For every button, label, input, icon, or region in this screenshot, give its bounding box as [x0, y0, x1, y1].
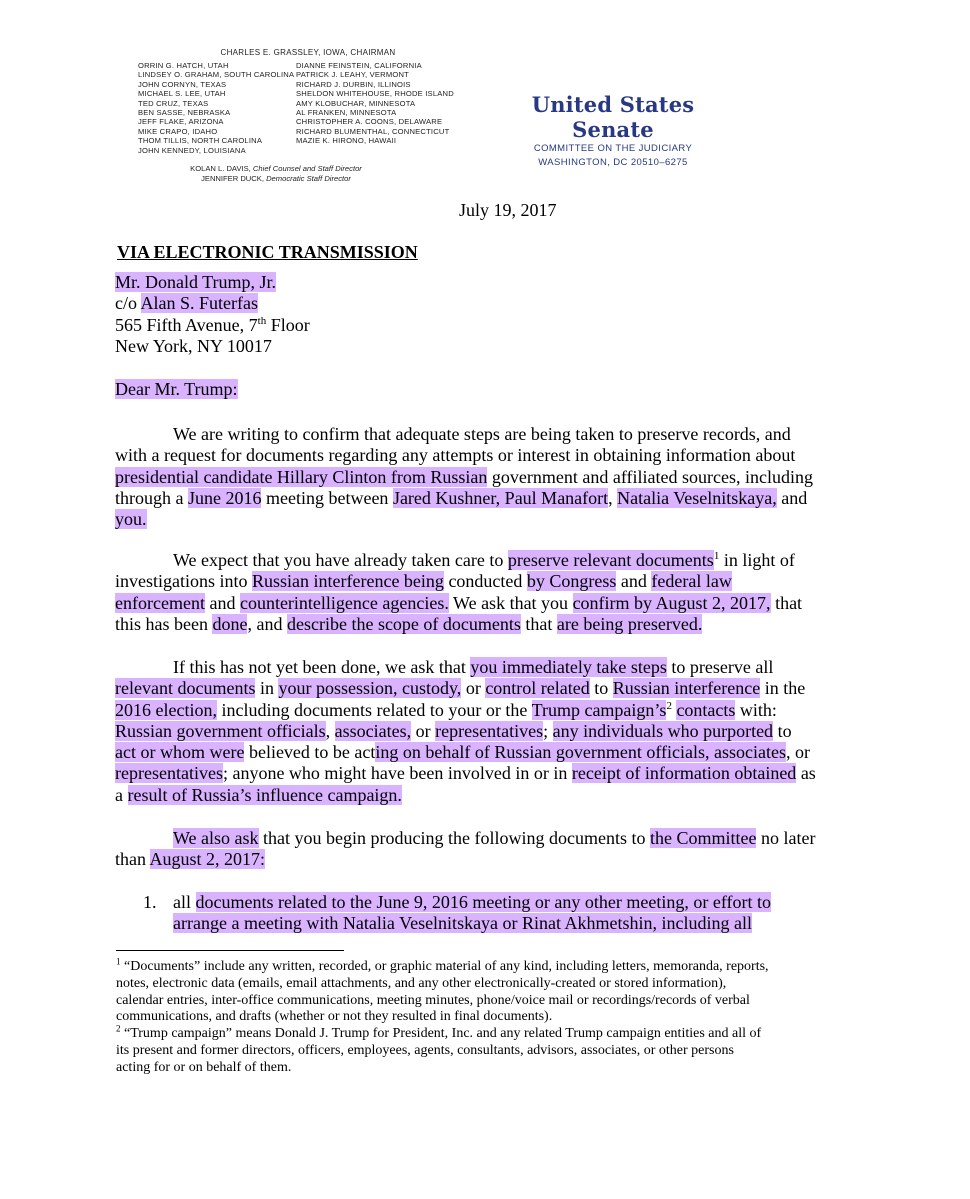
footnote-line: calendar entries, inter-office communications, meeting minutes, phone/voice mail or recordings/records of verbal — [116, 992, 750, 1008]
staff-name: KOLAN L. DAVIS, — [190, 164, 251, 173]
footnote-2: $^2$ “Trump campaign” means Donald J. Trump for President, Inc. and any related Trump campaign entities and all of — [116, 1023, 762, 1042]
senate-title: United States Senate — [531, 92, 695, 142]
counsel-name: Alan S. Futerfas — [140, 293, 258, 314]
city-line: New York, NY 10017 — [115, 335, 272, 356]
member-name: TED CRUZ, TEXAS — [138, 98, 209, 108]
staff-title: Democratic Staff Director — [266, 173, 351, 183]
member-name: SHELDON WHITEHOUSE, RHODE ISLAND — [296, 89, 454, 99]
member-name: AL FRANKEN, MINNESOTA — [296, 108, 397, 118]
member-name: LINDSEY O. GRAHAM, SOUTH CAROLINA — [138, 70, 295, 80]
member-name: AMY KLOBUCHAR, MINNESOTA — [296, 98, 416, 108]
care-of: c/o — [115, 293, 141, 314]
member-name: JEFF FLAKE, ARIZONA — [138, 117, 224, 127]
member-name: ORRIN G. HATCH, UTAH — [138, 61, 229, 70]
paragraph-4: We also ask that you begin producing the following documents to the Committee no later than August 2, 2017: — [115, 828, 816, 870]
footnote-line: its present and former directors, officers, employees, agents, consultants, advisors, associates, or other persons — [116, 1042, 734, 1058]
footnote-1: $^1$ “Documents” include any written, recorded, or graphic material of any kind, including letters, memoranda, reports, — [116, 956, 769, 974]
footnote-line: notes, electronic data (emails, email attachments, and any other electronically-created or stored information), — [116, 975, 727, 991]
letterhead — [118, 48, 708, 196]
member-name: THOM TILLIS, NORTH CAROLINA — [138, 136, 263, 146]
majority-members — [138, 61, 294, 155]
paragraph-1: We are writing to confirm that adequate steps are being taken to preserve records, and with a request for documents regarding any attempts or interest in obtaining information about presidential candidate Hillary Clinton from Russian government and affiliated sources, including through a June 2016 meeting between Jared Kushner, Paul Manafort, Natalia Veselnitskaya, and you. — [115, 424, 875, 530]
member-name: BEN SASSE, NEBRASKA — [138, 108, 231, 118]
member-name: RICHARD J. DURBIN, ILLINOIS — [296, 79, 411, 89]
street-line: 565 Fifth Avenue, 7th Floor — [115, 314, 310, 335]
text-line: We are writing to confirm that adequate steps are being taken to preserve records, and — [173, 424, 791, 444]
member-name: RICHARD BLUMENTHAL, CONNECTICUT — [296, 126, 450, 136]
staff-title: Chief Counsel and Staff Director — [252, 164, 362, 173]
paragraph-2: We expect that you have already taken care to preserve relevant documents$^1$ in light of investigations into Russian interference being conducted by Congress and federal law enforcement and counterintelligence agencies. We ask that you confirm by August 2, 2017, that this has been done, and describe the scope of documents that are being preserved. — [115, 550, 803, 634]
member-name: JOHN CORNYN, TEXAS — [138, 79, 227, 89]
footnote-ref: 2 — [666, 699, 672, 712]
salutation — [115, 379, 875, 400]
staff-directors — [176, 164, 376, 183]
footnote-ref: 1 — [713, 550, 720, 562]
footnote-divider — [116, 950, 344, 951]
item-number: 1. — [143, 892, 157, 912]
member-name: JOHN KENNEDY, LOUISIANA — [138, 145, 246, 155]
footnotes — [116, 956, 876, 1077]
member-name: MICHAEL S. LEE, UTAH — [138, 89, 226, 99]
member-name: CHRISTOPHER A. COONS, DELAWARE — [296, 117, 443, 127]
text-line: with a request for documents regarding any attempts or interest in obtaining information about — [115, 445, 796, 466]
minority-members — [296, 61, 454, 146]
letter-date: July 19, 2017 — [459, 200, 557, 220]
footnote-line: communications, and drafts (whether or not they resulted in final documents). — [116, 1009, 553, 1025]
committee-chairman: CHARLES E. GRASSLEY, IOWA, CHAIRMAN — [220, 48, 396, 57]
member-name: PATRICK J. LEAHY, VERMONT — [296, 70, 410, 80]
member-name: MIKE CRAPO, IDAHO — [138, 126, 218, 136]
paragraph-3: If this has not yet been done, we ask that you immediately take steps to preserve all relevant documents in your possession, custody, or control related to Russian interference in the 2016 election, including documents related to your or the Trump $campaign’s^2$ contacts with: Russian government officials, associates, or representatives; any individuals who purported to act or whom were believed to be acting on behalf of Russian government officials, associates, or representatives; anyone who might have been involved in or in receipt of information obtained as a result of Russia’s influence campaign. — [115, 657, 816, 805]
salutation-text: Dear Mr. Trump: — [115, 379, 238, 399]
member-name: DIANNE FEINSTEIN, CALIFORNIA — [296, 61, 422, 70]
staff-name: JENNIFER DUCK, — [201, 173, 264, 183]
committee-address: WASHINGTON, DC 20510–6275 — [538, 157, 688, 168]
senate-seal-block — [508, 92, 718, 170]
transmission-heading: VIA ELECTRONIC TRANSMISSION — [117, 242, 418, 262]
member-name: MAZIE K. HIRONO, HAWAII — [296, 136, 397, 146]
footnote-line: acting for or on behalf of them. — [116, 1059, 292, 1075]
committee-name: COMMITTEE ON THE JUDICIARY — [533, 143, 693, 154]
recipient-address — [115, 272, 875, 357]
recipient-name: Mr. Donald Trump, Jr. — [115, 272, 277, 292]
